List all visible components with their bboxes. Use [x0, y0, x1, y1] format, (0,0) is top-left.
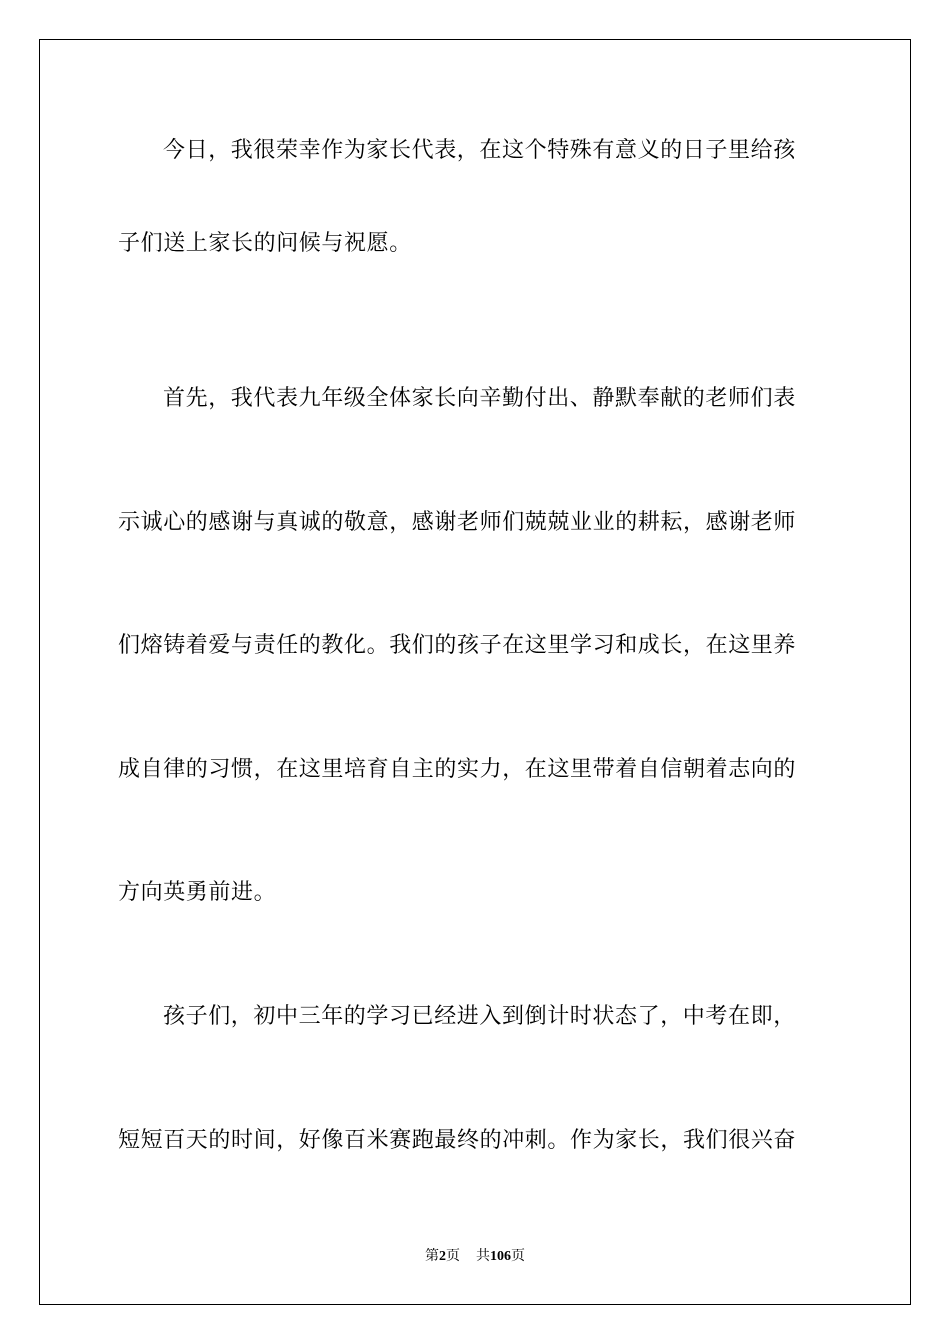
paragraph-3-line-2: 短短百天的时间，好像百米赛跑最终的冲刺。作为家长，我们很兴奋: [118, 1128, 797, 1153]
paragraph-3-line-1: 孩子们，初中三年的学习已经进入到倒计时状态了，中考在即，: [163, 1004, 796, 1029]
paragraph-1-line-2: 子们送上家长的问候与祝愿。: [118, 231, 412, 256]
footer-page-number: 2: [439, 1249, 446, 1264]
paragraph-2-line-5: 方向英勇前进。: [118, 880, 277, 905]
footer-page-suffix: 页: [446, 1249, 460, 1264]
footer-total-suffix: 页: [511, 1249, 525, 1264]
paragraph-2-line-3: 们熔铸着爱与责任的教化。我们的孩子在这里学习和成长，在这里养: [118, 633, 797, 658]
paragraph-2-line-2: 示诚心的感谢与真诚的敬意，感谢老师们兢兢业业的耕耘，感谢老师: [118, 510, 797, 535]
footer-total-prefix: 共: [476, 1249, 490, 1264]
page-footer: [0, 1248, 950, 1266]
footer-total-pages: 106: [490, 1249, 511, 1264]
paragraph-2-line-4: 成自律的习惯，在这里培育自主的实力，在这里带着自信朝着志向的: [118, 757, 797, 782]
paragraph-1-line-1: 今日，我很荣幸作为家长代表，在这个特殊有意义的日子里给孩: [163, 138, 796, 163]
paragraph-2-line-1: 首先，我代表九年级全体家长向辛勤付出、静默奉献的老师们表: [163, 386, 796, 411]
footer-page-prefix: 第: [425, 1249, 439, 1264]
